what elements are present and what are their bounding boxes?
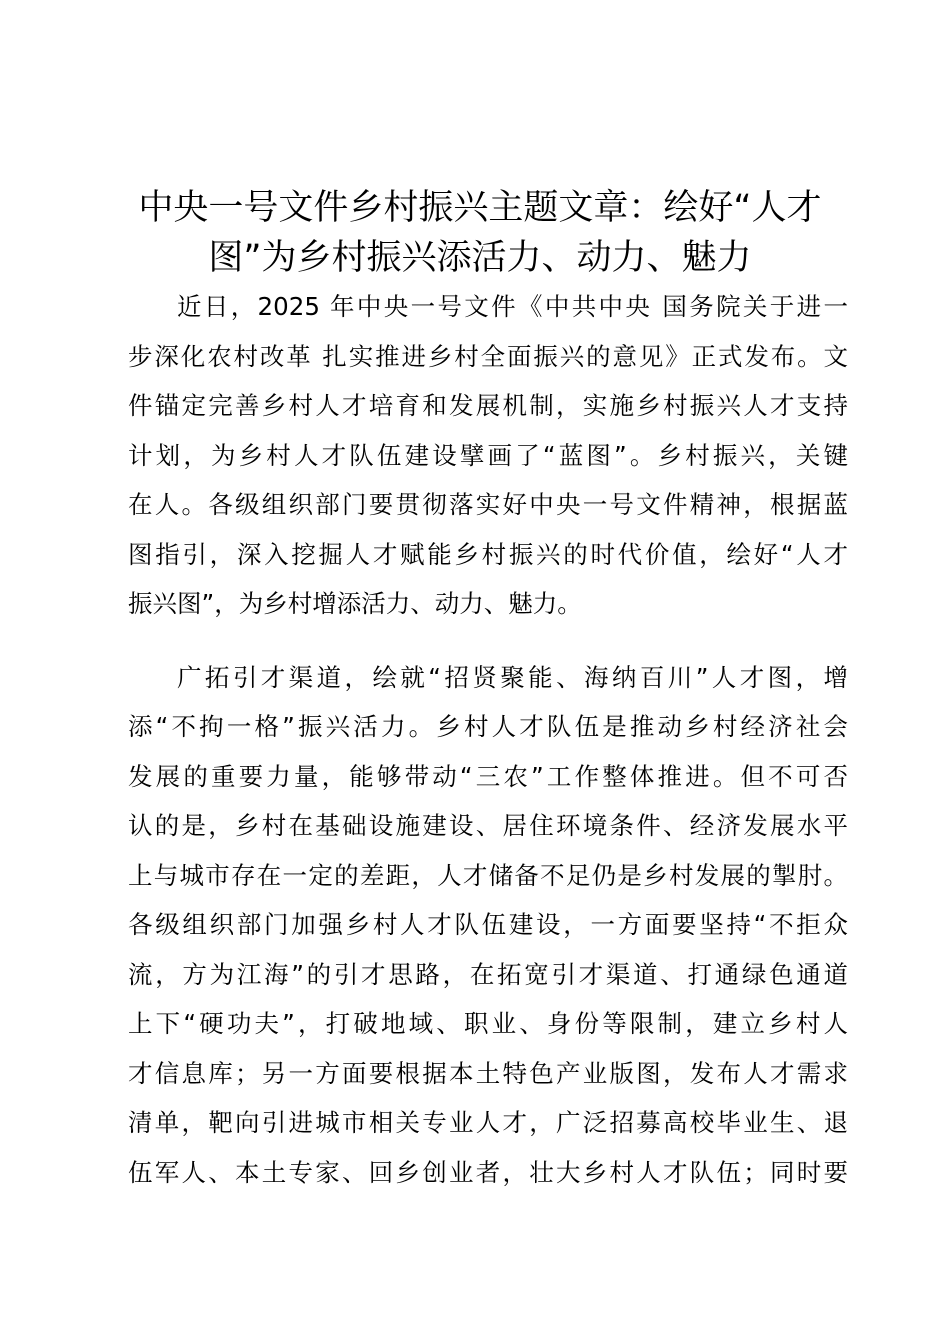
- text-line: 件锚定完善乡村人才培育和发展机制，实施乡村振兴人才支持: [128, 391, 848, 420]
- text-line: 认的是，乡村在基础设施建设、居住环境条件、经济发展水平: [128, 811, 848, 840]
- text-line: 振兴图”，为乡村增添活力、动力、魅力。: [128, 589, 582, 618]
- text-line: 才信息库；另一方面要根据本土特色产业版图，发布人才需求: [128, 1058, 848, 1088]
- text-line: 广拓引才渠道，绘就“招贤聚能、海纳百川”人才图，增: [177, 662, 848, 692]
- title-line: 中央一号文件乡村振兴主题文章：绘好“人才: [138, 188, 822, 228]
- text-line: 步深化农村改革 扎实推进乡村全面振兴的意见》正式发布。文: [128, 341, 848, 371]
- paragraph-gap: [128, 629, 848, 653]
- text-line: 添“不拘一格”振兴活力。乡村人才队伍是推动乡村经济社会: [128, 712, 848, 741]
- text-line: 各级组织部门加强乡村人才队伍建设，一方面要坚持“不拒众: [128, 910, 848, 939]
- text-line: 图指引，深入挖掘人才赋能乡村振兴的时代价值，绘好“人才: [128, 539, 848, 569]
- text-line: 上下“硬功夫”，打破地域、职业、身份等限制，建立乡村人: [128, 1009, 848, 1038]
- text-line: 发展的重要力量，能够带动“三农”工作整体推进。但不可否: [128, 761, 848, 791]
- paragraph-1: [128, 282, 848, 629]
- title-line: 图”为乡村振兴添活力、动力、魅力: [208, 238, 752, 278]
- text-line: 计划，为乡村人才队伍建设擘画了“蓝图”。乡村振兴，关键: [128, 440, 848, 470]
- text-line: 清单，靶向引进城市相关专业人才，广泛招募高校毕业生、退: [128, 1108, 848, 1137]
- text-line: 近日，2025 年中央一号文件《中共中央 国务院关于进一: [177, 292, 848, 321]
- text-line: 在人。各级组织部门要贯彻落实好中央一号文件精神，根据蓝: [128, 490, 848, 519]
- text-line: 伍军人、本土专家、回乡创业者，壮大乡村人才队伍；同时要: [128, 1157, 848, 1187]
- text-line: 上与城市存在一定的差距，人才储备不足仍是乡村发展的掣肘。: [128, 860, 848, 890]
- paragraph-2: [128, 653, 848, 1198]
- text-line: 流，方为江海”的引才思路，在拓宽引才渠道、打通绿色通道: [128, 959, 848, 989]
- document-title: [120, 183, 840, 283]
- document-body: [128, 282, 848, 1197]
